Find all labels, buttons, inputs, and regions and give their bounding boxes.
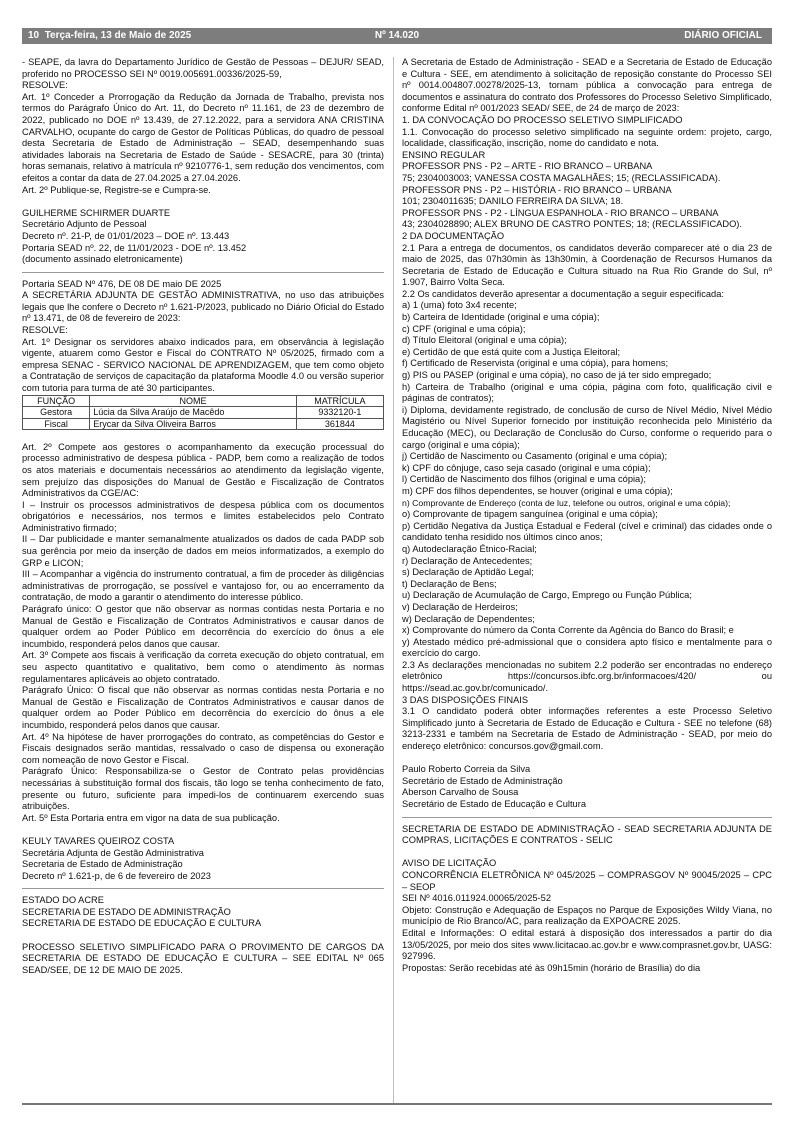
paragraph: Parágrafo Único: Responsabiliza-se o Gestor de Contrato pelas providências necessárias à substituição formal dos fiscais, tão logo se tenha conhecimento de fato, presente ou futuro, suficiente para impedi-los de continuarem exercendo suas atribuições.: [22, 766, 384, 812]
left-column: [22, 57, 384, 1103]
issue-number: Nº 14.020: [374, 30, 420, 41]
table-header: NOME: [90, 395, 296, 407]
table-row: [23, 407, 384, 419]
list-item: u) Declaração de Acumulação de Cargo, Emprego ou Função Pública;: [402, 590, 692, 601]
list-item: k) CPF do cônjuge, caso seja casado (original e uma cópia);: [402, 462, 651, 473]
column-divider: [393, 57, 394, 1103]
list-item: s) Declaração de Aptidão Legal;: [402, 567, 534, 578]
paragraph: RESOLVE:: [22, 325, 68, 336]
paragraph: Parágrafo Único: O fiscal que não observar as normas contidas nesta Portaria e no Manual de Gestão e Fiscalização de Contratos Administrativos e causar danos de qualquer ordem ao Poder Público em decorrência do exercício do ônus a ele incumbido, responderá pelos danos que causar.: [22, 685, 384, 730]
page-number: 10: [28, 30, 40, 41]
signature-name: GUILHERME SCHIRMER DUARTE: [22, 207, 171, 218]
paragraph: Propostas: Serão recebidas até às 09h15min (horário de Brasília) do dia: [402, 962, 701, 973]
paragraph: SECRETARIA DE ESTADO DE ADMINISTRAÇÃO: [22, 906, 231, 917]
list-item: g) PIS ou PASEP (original e uma cópia), no caso de já ter sido empregado;: [402, 370, 712, 381]
paragraph: - SEAPE, da lavra do Departamento Jurídico de Gestão de Pessoas – DEJUR/ SEAD, proferido no PROCESSO SEI Nº 0019.005691.00336/2025-59,: [22, 57, 384, 79]
paragraph: Art. 2º Publique-se, Registre-se e Cumpra-se.: [22, 184, 211, 195]
aviso-licitacao: [402, 858, 772, 974]
paragraph: 43; 2304028890; ALEX BRUNO DE CASTRO PONTES; 18; (RECLASSIFICADO).: [402, 219, 742, 230]
journal-title: DIÁRIO OFICIAL: [684, 30, 762, 41]
convocacao-section: [402, 57, 772, 753]
signature-name: Aberson Carvalho de Sousa: [402, 787, 519, 798]
section-divider: [22, 272, 384, 273]
paragraph: Art. 5º Esta Portaria entra em vigor na data de sua publicação.: [22, 812, 280, 823]
paragraph: SECRETARIA DE ESTADO DE EDUCAÇÃO E CULTURA: [22, 918, 262, 929]
signature-block: [22, 836, 384, 882]
table-row: [23, 418, 384, 430]
list-item: m) CPF dos filhos dependentes, se houver (original e uma cópia);: [402, 485, 673, 496]
header-date: Terça-feira, 13 de Maio de 2025: [44, 30, 192, 41]
table-cell: 361844: [296, 418, 383, 430]
bottom-rule: [22, 1103, 772, 1105]
signature-block: [402, 764, 772, 810]
table-header: FUNÇÃO: [23, 395, 90, 407]
list-item: o) Comprovante de tipagem sanguínea (original e uma cópia);: [402, 509, 658, 520]
section-divider: [402, 817, 772, 818]
list-item: w) Declaração de Dependentes;: [402, 613, 535, 624]
paragraph: III – Acompanhar a vigência do instrumento contratual, a fim de proceder às diligências administrativas de prorrogação, se possível e vantajoso for, ou ao encerramento da contratação, de modo a garantir o atendimento do interesse público.: [22, 569, 384, 603]
table-cell: 9332120-1: [296, 407, 383, 419]
paragraph: RESOLVE:: [22, 80, 68, 91]
list-item: c) CPF (original e uma cópia);: [402, 323, 526, 334]
paragraph: Edital e Informações: O edital estará à disposição dos interessados a partir do dia 13/05/2025, por meio dos sites www.licitacao.ac.gov.br e www.comprasnet.gov.br, UASG: 927996.: [402, 927, 772, 962]
estado-header: [22, 895, 384, 930]
signature-line: (documento assinado eletronicamente): [22, 254, 183, 265]
paragraph: A Secretaria de Estado de Administração - SEAD e a Secretaria de Estado de Educação e Cultura - SEE, em atendimento à solicitação de reposição constante do Processo SEI nº 0014.004807.00278/2025-13, tornam pública a convocação para entrega de documentos e assinatura do contrato dos Professores do Processo Seletivo Simplificado, conforme Edital nº 001/2023 SEAD/ SEE, de 24 de março de 2023:: [402, 57, 772, 114]
paragraph: Parágrafo único: O gestor que não observar as normas contidas nesta Portaria e no Manual de Gestão e Fiscalização de Contratos Administrativos e causar danos de qualquer ordem ao Poder Público em decorrência do exercício do ônus a ele incumbido, responderá pelos danos que causar.: [22, 604, 384, 649]
list-item: y) Atestado médico pré-admissional que o considera apto físico e mentalmente para o exercício do cargo.: [402, 636, 772, 659]
table-cell: Gestora: [23, 407, 90, 419]
paragraph: PROFESSOR PNS - P2 – HISTÓRIA - RIO BRANCO – URBANA: [402, 184, 672, 195]
paragraph: A SECRETÁRIA ADJUNTA DE GESTÃO ADMINISTRATIVA, no uso das atribuições legais que lhe confere o Decreto nº 1.621-P/2023, publicado no Diário Oficial do Estado nº 13.471, de 08 de fevereiro de 2023:: [22, 290, 384, 324]
paragraph: Objeto: Construção e Adequação de Espaços no Parque de Exposições Wildy Viana, no município de Rio Branco/AC, para realização da EXPOACRE 2025.: [402, 904, 772, 927]
list-item: n) Comprovante de Endereço (conta de luz, telefone ou outros, original e uma cópia);: [402, 497, 731, 508]
list-item: a) 1 (uma) foto 3x4 recente;: [402, 300, 517, 311]
paragraph: 2.2 Os candidatos deverão apresentar a documentação a seguir especificada:: [402, 288, 724, 299]
paragraph: CONCORRÊNCIA ELETRÔNICA Nº 045/2025 – COMPRASGOV Nº 90045/2025 – CPC – SEOP: [402, 869, 772, 892]
signature-line: Portaria SEAD nº. 22, de 11/01/2023 - DOE nº. 13.452: [22, 242, 247, 253]
designation-table: [22, 395, 384, 431]
list-item: e) Certidão de que está quite com a Justiça Eleitoral;: [402, 346, 621, 357]
paragraph: Art. 4º Na hipótese de haver prorrogações do contrato, as competências do Gestor e Fiscais designados serão mantidas, ressalvado o caso de dispensa ou exoneração com nomeação de novo Gestor e Fiscal.: [22, 731, 384, 765]
list-item: b) Carteira de Identidade (original e uma cópia);: [402, 312, 600, 323]
paragraph: 1.1. Convocação do processo seletivo simplificado na seguinte ordem: projeto, cargo, localidade, classificação, inscrição, nome do candidato e nota.: [402, 126, 772, 149]
signature-line: Secretaria de Estado de Administração: [22, 859, 183, 870]
list-item: l) Certidão de Nascimento dos filhos (original e uma cópia);: [402, 474, 646, 485]
table-cell: Erycar da Silva Oliveira Barros: [90, 418, 296, 430]
signature-line: Decreto nº 1.621-p, de 6 de fevereiro de 2023: [22, 870, 211, 881]
paragraph: 101; 2304011635; DANILO FERREIRA DA SILVA; 18.: [402, 196, 624, 207]
paragraph: Art. 2º Compete aos gestores o acompanhamento da execução processual do processo administrativo de despesa pública - PADP, bem como a realização de todos os atos materiais e documentais necessários ao atendimento da legislação vigente, sem prejuízo das disposições do Manual de Gestão e Fiscalização de Contratos Administrativos da CGE/AC:: [22, 441, 384, 499]
list-item: f) Certificado de Reservista (original e uma cópia), para homens;: [402, 358, 669, 369]
paragraph: 3.1 O candidato poderá obter informações referentes a este Processo Seletivo Simplificado junto à Secretaria de Estado de Educação e Cultura - SEE no telefone (68) 3213-2331 e também na Secretaria de Estado de Administração - SEAD, por meio do endereço eletrônico: concursos.gov@gmail.com.: [402, 706, 772, 752]
list-item: j) Certidão de Nascimento ou Casamento (original e uma cópia);: [402, 451, 668, 462]
paragraph: II – Dar publicidade e manter semanalmente atualizados os dados de cada PADP sob sua gerência por meio da inserção de dados em meios informatizados, a exemplo do GRP e LICON;: [22, 534, 384, 568]
list-item: q) Autodeclaração Étnico-Racial;: [402, 543, 537, 554]
list-item: v) Declaração de Herdeiros;: [402, 601, 518, 612]
paragraph: ESTADO DO ACRE: [22, 895, 104, 906]
signature-line: Secretária Adjunta de Gestão Administrativa: [22, 847, 204, 858]
signature-line: Secretário de Estado de Administração: [402, 775, 563, 786]
section-divider: [22, 888, 384, 889]
list-item: x) Comprovante do número da Conta Corrente da Agência do Banco do Brasil; e: [402, 625, 734, 636]
signature-name: Paulo Roberto Correia da Silva: [402, 764, 531, 775]
paragraph: Art. 1º Conceder a Prorrogação da Redução da Jornada de Trabalho, prevista nos termos do Parágrafo Único do Art. 11, do Decreto nº 11.161, de 23 de dezembro de 2022, publicado no DOE nº 13.439, de 27.12.2022, para a servidora ANA CRISTINA CARVALHO, ocupante do cargo de Gestor de Políticas Públicas, do quadro de pessoal desta Secretaria de Estado de Administração – SEAD, desempenhando suas atividades laborais na Secretaria de Estado de Saúde - SESACRE, para 30 (trinta) horas semanais, relativo à matrícula nº 9210776-1, sem redução dos vencimentos, com efeitos a contar da data de 27.04.2025 a 27.04.2026.: [22, 91, 384, 183]
seape-prorrogacao: [22, 57, 384, 196]
paragraph: PROFESSOR PNS - P2 – ARTE - RIO BRANCO – URBANA: [402, 161, 653, 172]
list-item: r) Declaração de Antecedentes;: [402, 555, 533, 566]
paragraph: Art. 3º Compete aos fiscais à verificação da correta execução do objeto contratual, em seu aspecto quantitativo e qualitativo, bem como o atendimento às normas regulamentares aplicáveis ao objeto contratado.: [22, 650, 384, 684]
paragraph: 75; 2304003003; VANESSA COSTA MAGALHÃES; 15; (RECLASSIFICADA).: [402, 172, 721, 183]
paragraph: PROFESSOR PNS - P2 - LÍNGUA ESPANHOLA - RIO BRANCO – URBANA: [402, 207, 719, 218]
paragraph: 2 DA DOCUMENTAÇÃO: [402, 230, 505, 241]
signature-block: [22, 208, 384, 266]
paragraph: Portaria SEAD Nº 476, DE 08 DE maio DE 2025: [22, 278, 222, 289]
list-item: p) Certidão Negativa da Justiça Estadual e Federal (cível e criminal) das cidades onde o candidato tenha residido nos últimos cinco anos;: [402, 520, 772, 543]
paragraph: 1. DA CONVOCAÇÃO DO PROCESSO SELETIVO SIMPLIFICADO: [402, 114, 683, 125]
table-header: MATRÍCULA: [296, 395, 383, 407]
signature-line: Decreto nº. 21-P, de 01/01/2023 – DOE nº. 13.443: [22, 230, 230, 241]
paragraph: 3 DAS DISPOSIÇÕES FINAIS: [402, 694, 529, 705]
selic-header: SECRETARIA DE ESTADO DE ADMINISTRAÇÃO - SEAD SECRETARIA ADJUNTA DE COMPRAS, LICITAÇÕES E CONTRATOS - SELIC: [402, 823, 772, 846]
signature-line: Secretário Adjunto de Pessoal: [22, 219, 147, 230]
portaria-articles: [22, 442, 384, 825]
table-cell: Fiscal: [23, 418, 90, 430]
list-item: i) Diploma, devidamente registrado, de conclusão de curso de Nível Médio, Nível Médio Magistério ou Nível Superior fornecido por instituição reconhecida pelo Ministério da Educação (MEC), ou Declaração de Conclusão do Curso, conforme o requerido para o cargo (original e uma cópia);: [402, 404, 772, 450]
paragraph: SEI Nº 4016.011924.00065/2025-52: [402, 893, 551, 904]
paragraph: 2.3 As declarações mencionadas no subitem 2.2 poderão ser encontradas no endereço eletrônico https://concursos.ibfc.org.br/informacoes/420/ ou https://sead.ac.gov.br/comunicado/.: [402, 659, 772, 694]
paragraph: Art. 1º Designar os servidores abaixo indicados para, em observância à legislação vigente, atuarem como Gestor e Fiscal do CONTRATO Nº 05/2025, firmado com a empresa SENAC - SERVICO NACIONAL DE APRENDIZAGEM, que tem como objeto a Contratação de serviços de capacitação da plataforma Moodle 4.0 ou versão superior com tutoria para turma de até 30 participantes.: [22, 336, 384, 394]
list-item: d) Título Eleitoral (original e uma cópia);: [402, 335, 567, 346]
page-header: [22, 28, 772, 44]
right-column: [402, 57, 772, 1103]
paragraph: ENSINO REGULAR: [402, 149, 486, 160]
list-item: t) Declaração de Bens;: [402, 578, 497, 589]
paragraph: I – Instruir os processos administrativos de despesa pública com os documentos obrigatórios e necessários, nos termos e limites estabelecidos pelo Contrato Administrativo firmado;: [22, 499, 384, 533]
portaria-476: [22, 279, 384, 395]
table-cell: Lúcia da Silva Araújo de Macêdo: [90, 407, 296, 419]
signature-name: KEULY TAVARES QUEIROZ COSTA: [22, 835, 175, 846]
edital-title: PROCESSO SELETIVO SIMPLIFICADO PARA O PROVIMENTO DE CARGOS DA SECRETARIA DE ESTADO DE EDUCAÇÃO E CULTURA – SEE EDITAL Nº 065 SEAD/SEE, DE 12 DE MAIO DE 2025.: [22, 941, 384, 975]
paragraph: 2.1 Para a entrega de documentos, os candidatos deverão comparecer até o dia 23 de maio de 2025, das 07h30min às 13h30min, à Coordenação de Recursos Humanos da Secretaria de Estado de Educação e Cultura situado na Rua Rio Grande do Sul, nº 1.907, Bairro Volta Seca.: [402, 242, 772, 288]
paragraph: AVISO DE LICITAÇÃO: [402, 858, 497, 869]
list-item: h) Carteira de Trabalho (original e uma cópia, página com foto, qualificação civil e páginas de contratos);: [402, 381, 772, 404]
signature-line: Secretário de Estado de Educação e Cultura: [402, 799, 586, 809]
